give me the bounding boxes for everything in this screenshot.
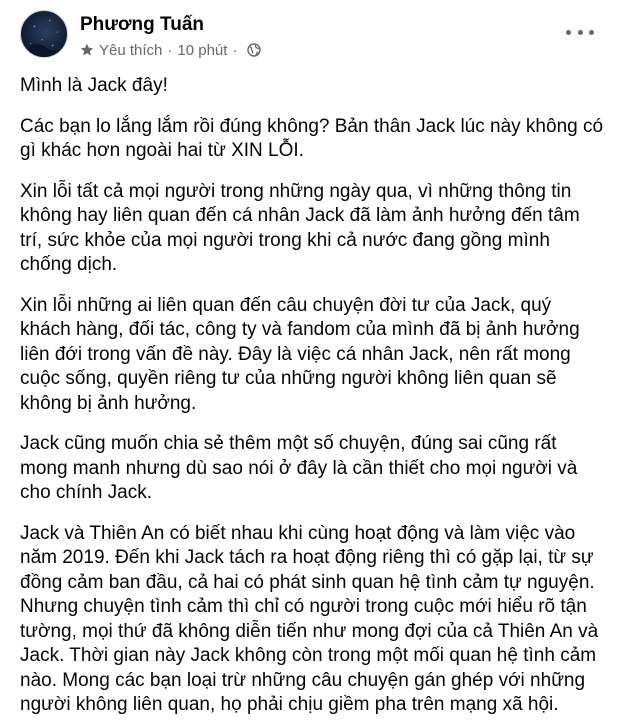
post-header xyxy=(20,10,600,62)
more-options-icon xyxy=(578,30,583,35)
avatar-image xyxy=(21,11,67,57)
meta-separator-2: · xyxy=(232,41,238,59)
post-meta xyxy=(80,41,261,59)
avatar[interactable] xyxy=(20,10,68,58)
post-paragraph: Xin lỗi những ai liên quan đến câu chuyện đời tư của Jack, quý khách hàng, đối tác, công ty và fandom của mình đã bị ảnh hưởng liên đới trong vấn đề này. Đây là việc cá nhân Jack, nên rất mong cuộc sống, quyền riêng tư của những người không liên quan sẽ không bị ảnh hưởng. xyxy=(20,294,580,414)
post-paragraph: Các bạn lo lắng lắm rồi đúng không? Bản thân Jack lúc này không có gì khác hơn ngoài hai từ XIN LỖI. xyxy=(20,115,604,161)
audience-label[interactable]: Yêu thích xyxy=(99,41,163,59)
star-icon xyxy=(80,43,94,57)
author-name[interactable]: Phương Tuấn xyxy=(80,14,205,35)
post-body xyxy=(20,74,605,728)
post-timestamp[interactable]: 10 phút xyxy=(177,41,228,59)
post-paragraph: Jack và Thiên An có biết nhau khi cùng hoạt động và làm việc vào năm 2019. Đến khi Jack tách ra hoạt động riêng thì có gặp lại, từ sự đồng cảm ban đầu, cả hai có phát sinh quan hệ tình cảm tự nguyện. Nhưng chuyện tình cảm thì chỉ có người trong cuộc mới hiểu rõ tận tường, mọi thứ đã không diễn tiến như mong đợi của cả Thiên An và Jack. Thời gian này Jack không còn trong một mối quan hệ tình cảm nào. Mong các bạn loại trừ những câu chuyện gán ghép với những người không liên quan, họ phải chịu giềm pha trên mạng xã hội. xyxy=(20,522,599,715)
more-options-icon xyxy=(566,30,571,35)
meta-separator: · xyxy=(167,41,173,59)
post-paragraph: Xin lỗi tất cả mọi người trong những ngày qua, vì những thông tin không hay liên quan đến cá nhân Jack đã làm ảnh hưởng đến tâm trí, sức khỏe của mọi người trong khi cả nước đang gồng mình chống dịch. xyxy=(20,180,580,275)
more-options-icon xyxy=(589,30,594,35)
globe-icon[interactable] xyxy=(247,43,261,57)
post-paragraph: Mình là Jack đây! xyxy=(20,75,168,96)
post-paragraph: Jack cũng muốn chia sẻ thêm một số chuyện, đúng sai cũng rất mong manh nhưng dù sao nói ở đây là cần thiết cho mọi người và cho chính Jack. xyxy=(20,433,578,503)
more-options-button[interactable] xyxy=(566,22,594,42)
